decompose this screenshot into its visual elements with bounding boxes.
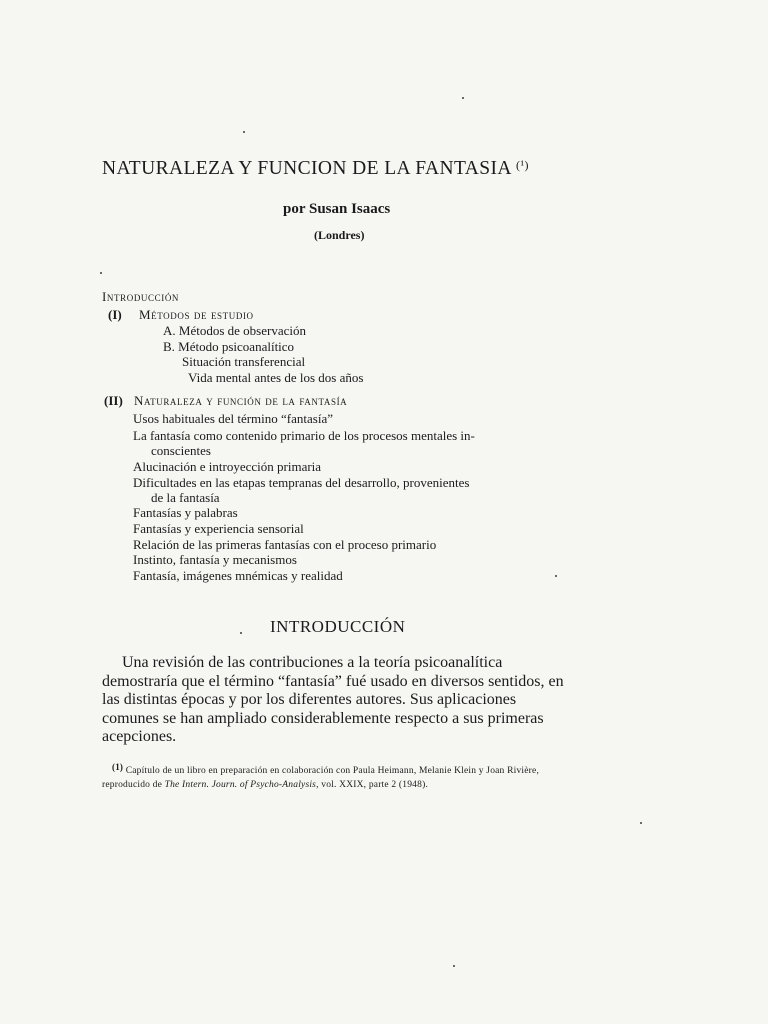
scan-speck [462, 97, 464, 99]
toc-item: Alucinación e introyección primaria [133, 459, 322, 474]
toc-item: A. Métodos de observación [163, 323, 306, 338]
toc-item: de la fantasía [151, 490, 220, 505]
toc-part-2-heading [104, 393, 347, 408]
title-footnote-marker: (¹) [516, 158, 529, 172]
scan-speck [240, 632, 242, 634]
toc-item: Fantasías y experiencia sensorial [133, 521, 304, 536]
toc-part-2-title: Naturaleza y función de la fantasía [134, 393, 348, 408]
paragraph-text: Una revisión de las contribuciones a la teoría psicoanalítica demostraría que el término “fantasía” fué usado en diversos sentidos, en las distintas épocas y por los diferentes autores. Sus aplicaciones comunes se han ampliado considerablemente respecto a sus primeras acepciones. [102, 654, 564, 745]
toc-item: Fantasía, imágenes mnémicas y realidad [133, 568, 343, 583]
toc-introduction: Introducción [102, 289, 180, 304]
footnote [102, 760, 578, 792]
toc-item: B. Método psicoanalítico [163, 339, 295, 354]
toc-part-1-title: Métodos de estudio [138, 307, 254, 322]
toc-part-2-number: (II) [104, 393, 123, 408]
footnote-journal: The Intern. Journ. of Psycho-Analysis [164, 780, 317, 790]
scan-speck [555, 575, 557, 577]
scan-speck [243, 131, 245, 133]
author-line: por Susan Isaacs [283, 201, 391, 217]
toc-item: Situación transferencial [182, 354, 306, 369]
toc-item: Dificultades en las etapas tempranas del desarrollo, provenientes [133, 475, 470, 490]
footnote-text-a: Capítulo de un libro en preparación en colaboración con Paula Heimann, Melanie Klein y Joan Rivière, reproducido de [102, 766, 540, 790]
toc-part-1-heading [108, 307, 254, 322]
toc-part-1-number: (I) [108, 307, 122, 322]
toc-item: Usos habituales del término “fantasía” [133, 411, 333, 426]
toc-item: Fantasías y palabras [133, 505, 238, 520]
scan-speck [640, 822, 642, 824]
title-text: NATURALEZA Y FUNCION DE LA FANTASIA [102, 158, 511, 179]
toc-item: La fantasía como contenido primario de los procesos mentales in- [133, 428, 475, 443]
section-heading: INTRODUCCIÓN [270, 617, 406, 636]
toc-item: Vida mental antes de los dos años [188, 370, 364, 385]
footnote-marker: (1) [112, 762, 124, 772]
document-title [102, 158, 622, 180]
footnote-text-b: , vol. XXIX, parte 2 (1948). [316, 780, 429, 790]
scan-speck [453, 965, 455, 967]
scan-speck [100, 272, 102, 274]
body-paragraph [102, 654, 564, 747]
author-location: (Londres) [314, 228, 365, 242]
toc-item: conscientes [151, 443, 211, 458]
toc-item: Instinto, fantasía y mecanismos [133, 552, 297, 567]
toc-item: Relación de las primeras fantasías con el proceso primario [133, 537, 437, 552]
